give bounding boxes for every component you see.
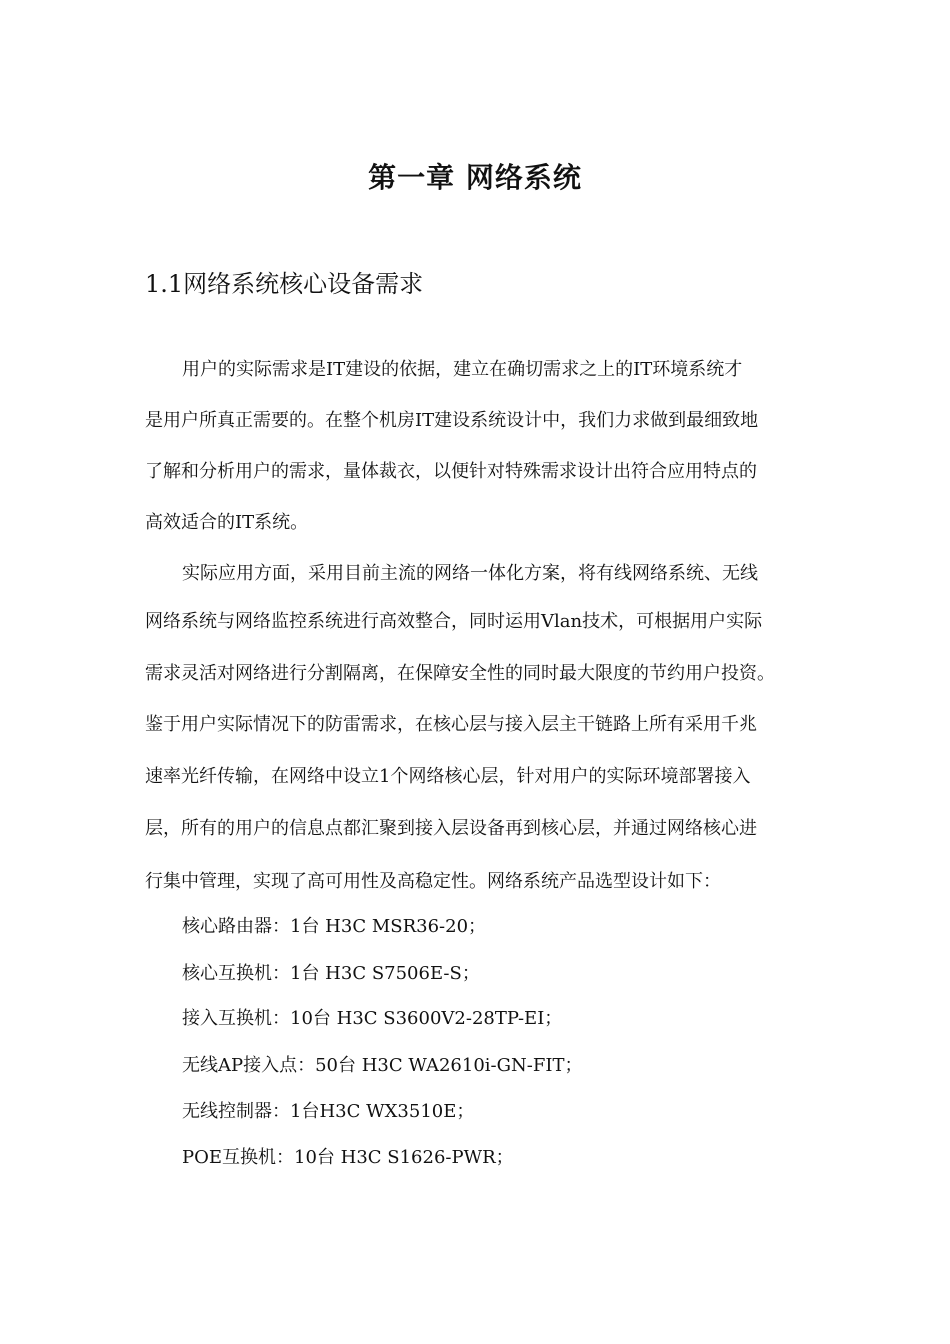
paragraph2-line-1: 实际应用方面，采用目前主流的网络一体化方案，将有线网络系统、无线 xyxy=(182,563,758,584)
equipment-line-access-switch: 接入互换机：10台 H3C S3600V2-28TP-EI； xyxy=(182,1008,563,1029)
section-title: 1.1网络系统核心设备需求 xyxy=(145,270,424,298)
paragraph2-line-4: 鉴于用户实际情况下的防雷需求，在核心层与接入层主干链路上所有采用千兆 xyxy=(145,714,757,735)
equipment-line-wireless-ap: 无线AP接入点：50台 H3C WA2610i-GN-FIT； xyxy=(182,1055,583,1076)
paragraph1-line-2: 是用户所真正需要的。在整个机房IT建设系统设计中，我们力求做到最细致地 xyxy=(145,410,759,431)
paragraph2-line-3: 需求灵活对网络进行分割隔离，在保障安全性的同时最大限度的节约用户投资。 xyxy=(145,663,775,684)
paragraph2-line-7: 行集中管理，实现了高可用性及高稳定性。网络系统产品选型设计如下： xyxy=(145,871,721,892)
paragraph2-line-6: 层，所有的用户的信息点都汇聚到接入层设备再到核心层，并通过网络核心进 xyxy=(145,818,757,839)
equipment-line-wireless-controller: 无线控制器：1台H3C WX3510E； xyxy=(182,1101,475,1122)
paragraph1-line-4: 高效适合的IT系统。 xyxy=(145,512,309,533)
equipment-line-poe-switch: POE互换机：10台 H3C S1626-PWR； xyxy=(182,1147,514,1168)
paragraph2-line-5: 速率光纤传输，在网络中设立1个网络核心层，针对用户的实际环境部署接入 xyxy=(145,766,751,787)
paragraph1-line-1: 用户的实际需求是IT建设的依据，建立在确切需求之上的IT环境系统才 xyxy=(182,359,743,380)
chapter-title: 第一章 网络系统 xyxy=(368,161,582,194)
equipment-line-core-router: 核心路由器：1台 H3C MSR36-20； xyxy=(182,916,487,937)
paragraph1-line-3: 了解和分析用户的需求，量体裁衣，以便针对特殊需求设计出符合应用特点的 xyxy=(145,461,757,482)
paragraph2-line-2: 网络系统与网络监控系统进行高效整合，同时运用Vlan技术，可根据用户实际 xyxy=(145,611,763,632)
equipment-line-core-switch: 核心互换机：1台 H3C S7506E-S； xyxy=(182,963,480,984)
